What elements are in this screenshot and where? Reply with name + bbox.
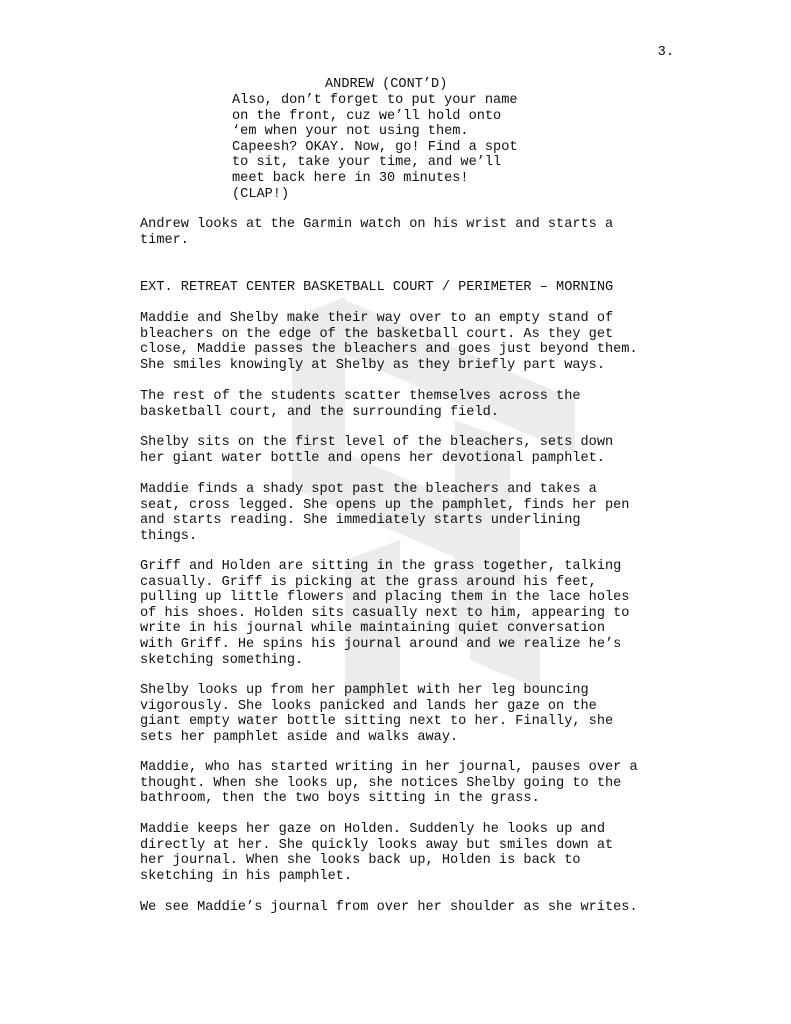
action-line: with Griff. He spins his journal around and we realize he’s <box>140 636 622 652</box>
action-line: thought. When she looks up, she notices Shelby going to the <box>140 775 622 791</box>
action-line: pulling up little flowers and placing them in the lace holes <box>140 590 630 606</box>
scene-heading <box>140 280 710 296</box>
dialogue-block <box>232 93 562 202</box>
action-line: bleachers on the edge of the basketball court. As they get <box>140 326 614 342</box>
action-line: things. <box>140 528 198 544</box>
action-paragraph <box>140 435 710 466</box>
action-line: and starts reading. She immediately starts underlining <box>140 513 581 529</box>
action-line: Shelby looks up from her pamphlet with her leg bouncing <box>140 683 589 698</box>
action-line: her giant water bottle and opens her devotional pamphlet. <box>140 450 605 466</box>
action-line: vigorously. She looks panicked and lands her gaze on the <box>140 698 597 714</box>
action-paragraph <box>140 559 710 668</box>
action-line: sets her pamphlet aside and walks away. <box>140 729 459 745</box>
action-line: close, Maddie passes the bleachers and goes just beyond them. <box>140 342 638 358</box>
action-line: sketching in his pamphlet. <box>140 868 353 884</box>
action-line: We see Maddie’s journal from over her shoulder as she writes. <box>140 900 638 915</box>
action-paragraph <box>140 822 710 884</box>
action-line: Maddie finds a shady spot past the bleachers and takes a <box>140 482 597 497</box>
action-paragraph <box>140 217 710 248</box>
dialogue-line: ‘em when your not using them. <box>232 124 469 140</box>
action-paragraph <box>140 900 710 916</box>
dialogue-line: to sit, take your time, and we’ll <box>232 155 502 171</box>
dialogue-line: meet back here in 30 minutes! <box>232 170 469 186</box>
character-cue: ANDREW (CONT’D) <box>325 77 448 92</box>
action-line: bathroom, then the two boys sitting in the grass. <box>140 791 540 807</box>
dialogue-line: on the front, cuz we’ll hold onto <box>232 108 502 124</box>
action-line: of his shoes. Holden sits casually next to him, appearing to <box>140 605 630 621</box>
action-paragraph <box>140 482 710 544</box>
action-paragraph <box>140 311 710 373</box>
action-line: write in his journal while maintaining quiet conversation <box>140 621 605 637</box>
scene-heading-text: EXT. RETREAT CENTER BASKETBALL COURT / PERIMETER – MORNING <box>140 280 614 295</box>
action-line: Griff and Holden are sitting in the grass together, talking <box>140 559 622 574</box>
action-line: Maddie and Shelby make their way over to an empty stand of <box>140 311 614 326</box>
dialogue-line: Capeesh? OKAY. Now, go! Find a spot <box>232 139 518 155</box>
parenthetical: (CLAP!) <box>232 186 290 202</box>
action-paragraph <box>140 389 710 420</box>
action-line: Maddie keeps her gaze on Holden. Suddenly he looks up and <box>140 822 605 837</box>
action-line: seat, cross legged. She opens up the pamphlet, finds her pen <box>140 497 630 513</box>
action-line: Maddie, who has started writing in her journal, pauses over a <box>140 760 638 775</box>
action-line: Andrew looks at the Garmin watch on his wrist and starts a <box>140 217 614 232</box>
action-line: directly at her. She quickly looks away but smiles down at <box>140 837 614 853</box>
dialogue-line: Also, don’t forget to put your name <box>232 93 518 108</box>
action-line: timer. <box>140 232 189 248</box>
action-line: Shelby sits on the first level of the bleachers, sets down <box>140 435 614 450</box>
action-line: casually. Griff is picking at the grass around his feet, <box>140 574 597 590</box>
action-line: She smiles knowingly at Shelby as they briefly part ways. <box>140 357 605 373</box>
action-line: sketching something. <box>140 652 304 668</box>
action-paragraph <box>140 683 710 745</box>
action-line: The rest of the students scatter themselves across the <box>140 389 581 404</box>
page-number: 3. <box>657 45 674 60</box>
action-line: giant empty water bottle sitting next to her. Finally, she <box>140 714 614 730</box>
action-line: basketball court, and the surrounding field. <box>140 404 499 420</box>
action-line: her journal. When she looks back up, Holden is back to <box>140 853 581 869</box>
action-paragraph <box>140 760 710 807</box>
